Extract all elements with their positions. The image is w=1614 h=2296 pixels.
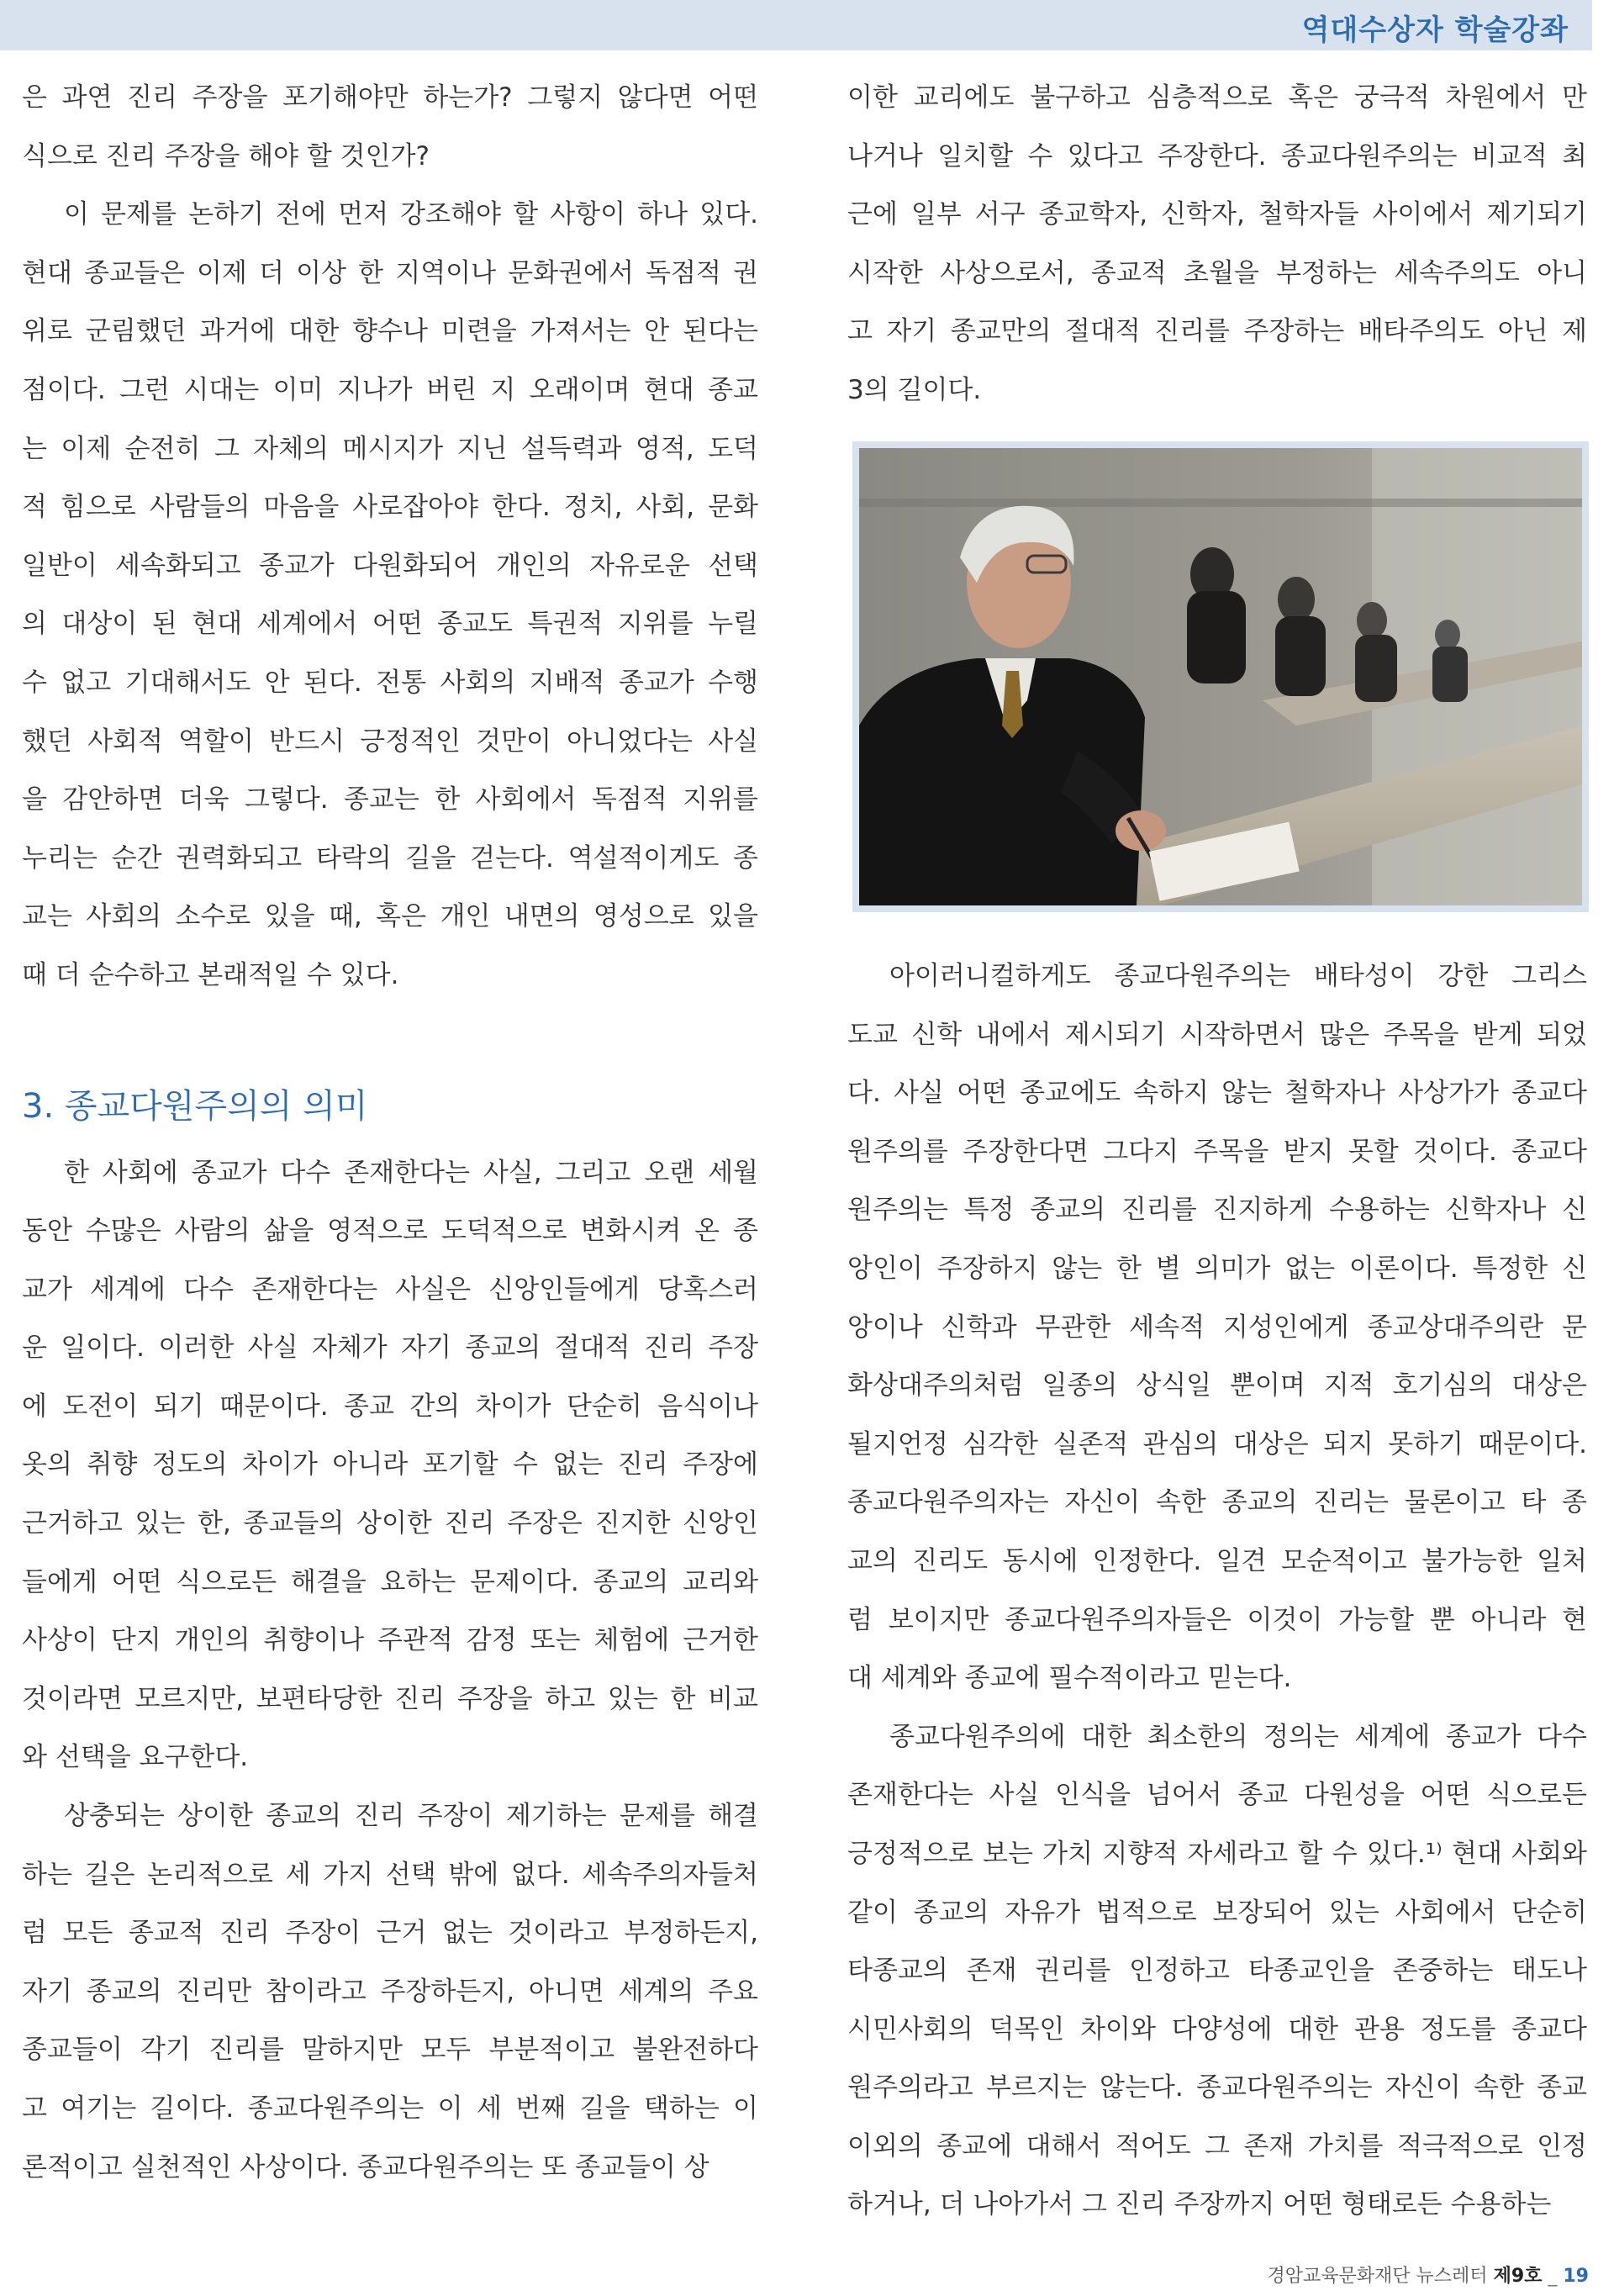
text-line: 존재한다는 사실 인식을 넘어서 종교 다원성을 어떤 식으로든 <box>847 1780 1587 1811</box>
text-line: 될지언정 심각한 실존적 관심의 대상은 되지 못하기 때문이다. <box>847 1428 1587 1459</box>
right-top-paragraph <box>847 69 1587 420</box>
text-line: 적 힘으로 사람들의 마음을 사로잡아야 한다. 정치, 사회, 문화 <box>22 492 758 523</box>
text-line: 종교다원주의자는 자신이 속한 종교의 진리는 물론이고 타 종 <box>847 1487 1587 1518</box>
text-line: 대 세계와 종교에 필수적이라고 믿는다. <box>847 1663 1292 1694</box>
text-line: 자기 종교의 진리만 참이라고 주장하든지, 아니면 세계의 주요 <box>22 1976 758 2007</box>
text-line: 한 사회에 종교가 다수 존재한다는 사실, 그리고 오랜 세월 <box>64 1157 758 1188</box>
text-line: 시작한 사상으로서, 종교적 초월을 부정하는 세속주의도 아니 <box>847 257 1587 288</box>
text-line: 을 감안하면 더욱 그렇다. 종교는 한 사회에서 독점적 지위를 <box>22 784 758 815</box>
text-line: 하거나, 더 나아가서 그 진리 주장까지 어떤 형태로든 수용하는 <box>847 2189 1552 2220</box>
text-line: 의 대상이 된 현대 세계에서 어떤 종교도 특권적 지위를 누릴 <box>22 609 758 640</box>
text-line: 이외의 종교에 대해서 적어도 그 존재 가치를 적극적으로 인정 <box>847 2130 1587 2161</box>
text-line: 에 도전이 되기 때문이다. 종교 간의 차이가 단순히 음식이나 <box>22 1391 758 1422</box>
text-line: 앙이나 신학과 무관한 세속적 지성인에게 종교상대주의란 문 <box>847 1312 1587 1343</box>
text-line: 럼 보이지만 종교다원주의자들은 이것이 가능할 뿐 아니라 현 <box>847 1604 1587 1635</box>
publication-name: 경암교육문화재단 뉴스레터 <box>1267 2266 1488 2287</box>
text-line: 근에 일부 서구 종교학자, 신학자, 철학자들 사이에서 제기되기 <box>847 199 1587 230</box>
text-line: 현대 종교들은 이제 더 이상 한 지역이나 문화권에서 독점적 권 <box>22 257 758 288</box>
text-line: 교는 사회의 소수로 있을 때, 혹은 개인 내면의 영성으로 있을 <box>22 901 758 932</box>
text-line: 동안 수많은 사람의 삶을 영적으로 도덕적으로 변화시켜 온 종 <box>22 1216 758 1247</box>
text-line: 원주의라고 부르지는 않는다. 종교다원주의는 자신이 속한 종교 <box>847 2072 1587 2103</box>
text-line: 것이라면 모르지만, 보편타당한 진리 주장을 하고 있는 한 비교 <box>22 1683 758 1714</box>
text-line: 럼 모든 종교적 진리 주장이 근거 없는 것이라고 부정하든지, <box>22 1918 758 1949</box>
section-heading: 3. 종교다원주의의 의미 <box>22 1086 368 1126</box>
text-line: 누리는 순간 권력화되고 타락의 길을 걷는다. 역설적이게도 종 <box>22 842 758 874</box>
text-line: 론적이고 실천적인 사상이다. 종교다원주의는 또 종교들이 상 <box>22 2151 709 2183</box>
text-line: 나거나 일치할 수 있다고 주장한다. 종교다원주의는 비교적 최 <box>847 140 1587 172</box>
paragraph <box>847 947 1587 1708</box>
text-line: 종교들이 각기 진리를 말하지만 모두 부분적이고 불완전하다 <box>22 2035 758 2066</box>
text-line: 옷의 취향 정도의 차이가 아니라 포기할 수 없는 진리 주장에 <box>22 1449 758 1481</box>
text-line: 화상대주의처럼 일종의 상식일 뿐이며 지적 호기심의 대상은 <box>847 1370 1587 1401</box>
text-line: 운 일이다. 이러한 사실 자체가 자기 종교의 절대적 진리 주장 <box>22 1333 758 1364</box>
text-line: 고 여기는 길이다. 종교다원주의는 이 세 번째 길을 택하는 이 <box>22 2093 758 2124</box>
text-line: 시민사회의 덕목인 차이와 다양성에 대한 관용 정도를 종교다 <box>847 2014 1587 2045</box>
section-title: 역대수상자 학술강좌 <box>1301 13 1569 47</box>
text-line: 이 문제를 논하기 전에 먼저 강조해야 할 사항이 하나 있다. <box>64 199 758 230</box>
page-footer <box>1268 2262 1589 2288</box>
text-line: 들에게 어떤 식으로든 해결을 요하는 문제이다. 종교의 교리와 <box>22 1566 758 1597</box>
text-line: 원주의는 특정 종교의 진리를 진지하게 수용하는 신학자나 신 <box>847 1195 1587 1226</box>
text-line: 와 선택을 요구한다. <box>22 1742 249 1773</box>
text-line: 때 더 순수하고 본래적일 수 있다. <box>22 959 399 990</box>
text-line: 같이 종교의 자유가 법적으로 보장되어 있는 사회에서 단순히 <box>847 1897 1587 1928</box>
text-line: 사상이 단지 개인의 취향이나 주관적 감정 또는 체험에 근거한 <box>22 1625 758 1656</box>
text-line: 긍정적으로 보는 가치 지향적 자세라고 할 수 있다.¹⁾ 현대 사회와 <box>847 1838 1587 1869</box>
seminar-photo-illustration <box>859 448 1582 905</box>
text-line: 근거하고 있는 한, 종교들의 상이한 진리 주장은 진지한 신앙인 <box>22 1508 758 1539</box>
text-line: 고 자기 종교만의 절대적 진리를 주장하는 배타주의도 아닌 제 <box>847 316 1587 347</box>
paragraph <box>22 69 758 186</box>
text-line: 앙인이 주장하지 않는 한 별 의미가 없는 이론이다. 특정한 신 <box>847 1253 1587 1284</box>
page-number: 19 <box>1563 2266 1589 2287</box>
text-line: 종교다원주의에 대한 최소한의 정의는 세계에 종교가 다수 <box>889 1721 1587 1752</box>
text-line: 3의 길이다. <box>847 374 982 405</box>
text-line: 위로 군림했던 과거에 대한 향수나 미련을 가져서는 안 된다는 <box>22 316 758 347</box>
text-line: 아이러니컬하게도 종교다원주의는 배타성이 강한 그리스 <box>889 961 1587 991</box>
text-line: 타종교의 존재 권리를 인정하고 타종교인을 존중하는 태도나 <box>847 1956 1587 1987</box>
footer-separator: _ <box>1548 2266 1558 2287</box>
text-line: 했던 사회적 역할이 반드시 긍정적인 것만이 아니었다는 사실 <box>22 726 758 757</box>
text-line: 은 과연 진리 주장을 포기해야만 하는가? 그렇지 않다면 어떤 <box>22 82 758 113</box>
text-line: 일반이 세속화되고 종교가 다원화되어 개인의 자유로운 선택 <box>22 550 758 581</box>
text-line: 는 이제 순전히 그 자체의 메시지가 지닌 설득력과 영적, 도덕 <box>22 433 758 464</box>
right-column-lower <box>847 947 1587 2235</box>
paragraph <box>22 186 758 1005</box>
text-line: 하는 길은 논리적으로 세 가지 선택 밖에 없다. 세속주의자들처 <box>22 1859 758 1890</box>
text-line: 다. 사실 어떤 종교에도 속하지 않는 철학자나 사상가가 종교다 <box>847 1078 1587 1109</box>
text-line: 도교 신학 내에서 제시되기 시작하면서 많은 주목을 받게 되었 <box>847 1019 1587 1050</box>
spacer <box>22 1005 758 1069</box>
text-line: 수 없고 기대해서도 안 된다. 전통 사회의 지배적 종교가 수행 <box>22 667 758 698</box>
text-line: 교의 진리도 동시에 인정한다. 일견 모순적이고 불가능한 일처 <box>847 1545 1587 1576</box>
issue-number: 제9호 <box>1493 2266 1543 2287</box>
text-line: 상충되는 상이한 종교의 진리 주장이 제기하는 문제를 해결 <box>64 1801 758 1832</box>
seminar-photo <box>852 441 1589 912</box>
text-line: 점이다. 그런 시대는 이미 지나가 버린 지 오래이며 현대 종교 <box>22 374 758 405</box>
paragraph <box>22 1787 758 2197</box>
text-line: 원주의를 주장한다면 그다지 주목을 받지 못할 것이다. 종교다 <box>847 1136 1587 1167</box>
text-line: 이한 교리에도 불구하고 심층적으로 혹은 궁극적 차원에서 만 <box>847 82 1587 113</box>
paragraph <box>847 69 1587 420</box>
text-line: 식으로 진리 주장을 해야 할 것인가? <box>22 140 430 172</box>
text-line: 교가 세계에 다수 존재한다는 사실은 신앙인들에게 당혹스러 <box>22 1274 758 1305</box>
paragraph <box>22 1144 758 1788</box>
paragraph <box>847 1708 1587 2235</box>
right-column <box>847 69 1587 420</box>
left-column <box>22 69 758 2197</box>
